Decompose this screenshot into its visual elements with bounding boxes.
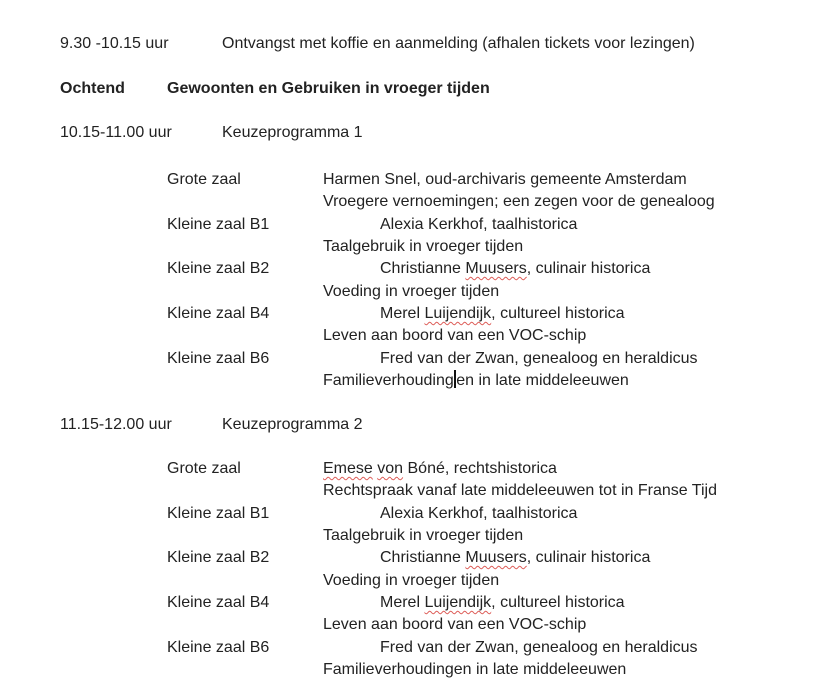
talk-row [0,659,828,681]
room-label: Kleine zaal B6 [167,639,270,656]
event-description: Ontvangst met koffie en aanmelding (afhalen tickets voor lezingen) [222,35,695,52]
room-label: Kleine zaal B2 [167,549,270,566]
talk-row [0,480,828,502]
session-row [0,303,828,325]
talk-title: Rechtspraak vanaf late middeleeuwen tot in Franse Tijd [323,482,717,499]
talk-row [0,325,828,347]
talk-row [0,281,828,303]
talk-row [0,191,828,213]
talk-title: Leven aan boord van een VOC-schip [323,327,587,344]
session-row [0,547,828,569]
session-row [0,592,828,614]
session-row [0,348,828,370]
time-label: 9.30 -10.15 uur [60,35,169,52]
speaker-text: Fred van der Zwan, genealoog en heraldicus [380,350,698,367]
room-label: Kleine zaal B4 [167,305,270,322]
speaker-text: Merel Luijendijk, cultureel historica [380,594,625,611]
section-header-line [0,78,828,100]
session-row [0,637,828,659]
room-label: Kleine zaal B1 [167,216,270,233]
talk-title: Voeding in vroeger tijden [323,572,500,589]
speaker-text: Harmen Snel, oud-archivaris gemeente Amsterdam [323,171,687,188]
program-time: 11.15-12.00 uur [60,416,172,433]
speaker-text: Fred van der Zwan, genealoog en heraldicus [380,639,698,656]
session-row [0,258,828,280]
room-label: Grote zaal [167,171,241,188]
room-label: Kleine zaal B6 [167,350,270,367]
section-title: Gewoonten en Gebruiken in vroeger tijden [167,80,490,97]
talk-title: Leven aan boord van een VOC-schip [323,616,587,633]
talk-title: Taalgebruik in vroeger tijden [323,238,524,255]
room-label: Kleine zaal B4 [167,594,270,611]
talk-row [0,236,828,258]
talk-row [0,370,828,392]
talk-title: Vroegere vernoemingen; een zegen voor de genealoog [323,193,715,210]
speaker-text: Christianne Muusers, culinair historica [380,260,651,277]
misspelled-word: Luijendijk [424,594,492,611]
misspelled-word: Muusers [465,549,527,566]
talk-row [0,570,828,592]
talk-title: Taalgebruik in vroeger tijden [323,527,524,544]
talk-title: Voeding in vroeger tijden [323,283,500,300]
schedule-line-intro [0,33,828,55]
session-row [0,214,828,236]
session-row [0,503,828,525]
misspelled-word: Muusers [465,260,527,277]
talk-row [0,614,828,636]
misspelled-word: von [377,460,404,477]
misspelled-word: Emese [323,460,373,477]
misspelled-word: Luijendijk [424,305,492,322]
program1-header-line [0,122,828,144]
speaker-text: Alexia Kerkhof, taalhistorica [380,505,578,522]
talk-title: Familieverhoudingen in late middeleeuwen [323,661,627,678]
talk-title: Familieverhouding en in late middeleeuwen [323,372,629,389]
room-label: Grote zaal [167,460,241,477]
program-title: Keuzeprogramma 2 [222,416,363,433]
speaker-text: Emese von Bóné, rechtshistorica [323,460,557,477]
room-label: Kleine zaal B1 [167,505,270,522]
program2-header-line [0,414,828,436]
section-label: Ochtend [60,80,125,97]
speaker-text: Merel Luijendijk, cultureel historica [380,305,625,322]
session-row [0,458,828,480]
speaker-text: Alexia Kerkhof, taalhistorica [380,216,578,233]
room-label: Kleine zaal B2 [167,260,270,277]
session-row [0,169,828,191]
talk-row [0,525,828,547]
speaker-text: Christianne Muusers, culinair historica [380,549,651,566]
program-time: 10.15-11.00 uur [60,124,172,141]
program-title: Keuzeprogramma 1 [222,124,363,141]
